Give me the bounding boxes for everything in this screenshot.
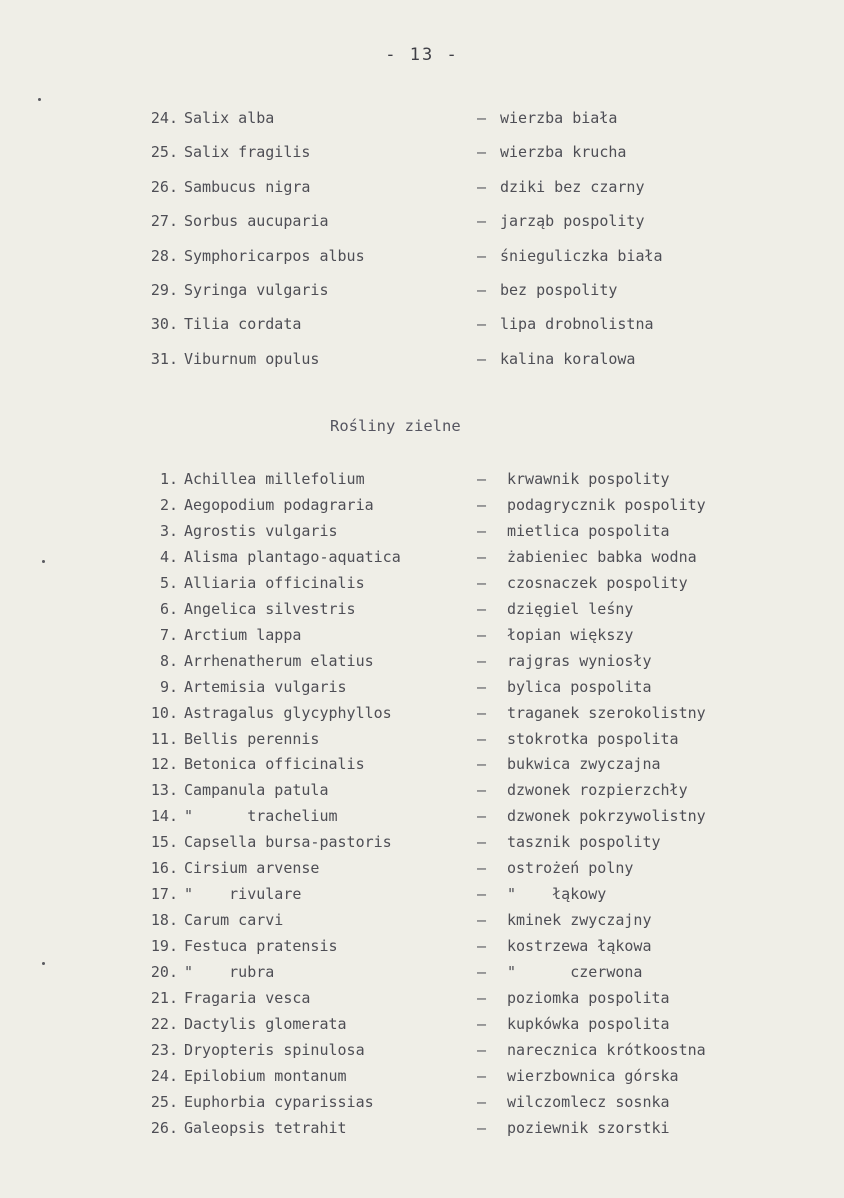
list-item bbox=[0, 652, 844, 676]
latin-name: Tilia cordata bbox=[184, 315, 302, 334]
list-item bbox=[0, 885, 844, 909]
separator-dash: – bbox=[477, 989, 487, 1007]
list-item bbox=[0, 247, 844, 271]
list-item bbox=[0, 911, 844, 935]
item-number: 20. bbox=[150, 963, 178, 982]
polish-name: wierzba biała bbox=[500, 109, 618, 127]
separator-dash: – bbox=[477, 599, 487, 618]
item-number: 12. bbox=[150, 755, 178, 774]
item-number: 17. bbox=[150, 885, 178, 904]
list-item bbox=[0, 1067, 844, 1091]
polish-name: kalina koralowa bbox=[500, 349, 636, 368]
item-number: 2. bbox=[159, 495, 178, 514]
list-item bbox=[0, 781, 844, 805]
list-item bbox=[0, 143, 844, 167]
latin-name: Epilobium montanum bbox=[184, 1066, 347, 1085]
item-number: 31. bbox=[150, 349, 178, 368]
item-number: 30. bbox=[150, 315, 178, 334]
item-number: 5. bbox=[159, 573, 178, 592]
list-item bbox=[0, 963, 844, 987]
item-number: 15. bbox=[150, 833, 178, 852]
polish-name: ostrożeń polny bbox=[507, 859, 634, 878]
list-item bbox=[0, 807, 844, 831]
latin-name: Betonica officinalis bbox=[184, 755, 365, 774]
latin-name: Syringa vulgaris bbox=[184, 281, 329, 299]
list-item bbox=[0, 1093, 844, 1117]
latin-name: Achillea millefolium bbox=[184, 470, 365, 488]
item-number: 24. bbox=[150, 109, 178, 127]
separator-dash: – bbox=[477, 833, 487, 852]
item-number: 6. bbox=[159, 599, 178, 618]
latin-name: Festuca pratensis bbox=[184, 937, 338, 956]
list-item bbox=[0, 600, 844, 624]
list-item bbox=[0, 755, 844, 779]
separator-dash: – bbox=[477, 177, 487, 196]
polish-name: dziki bez czarny bbox=[500, 177, 645, 196]
separator-dash: – bbox=[477, 911, 487, 930]
item-number: 18. bbox=[150, 911, 178, 930]
list-item bbox=[0, 496, 844, 520]
latin-name: Angelica silvestris bbox=[184, 599, 356, 618]
item-number: 29. bbox=[150, 281, 178, 299]
separator-dash: – bbox=[477, 495, 487, 514]
page-number: - 13 - bbox=[385, 45, 459, 65]
item-number: 27. bbox=[150, 212, 178, 231]
polish-name: śnieguliczka biała bbox=[500, 246, 663, 265]
item-number: 23. bbox=[150, 1040, 178, 1059]
polish-name: kupkówka pospolita bbox=[507, 1014, 670, 1033]
list-item bbox=[0, 704, 844, 728]
item-number: 28. bbox=[150, 246, 178, 265]
separator-dash: – bbox=[477, 651, 487, 670]
item-number: 22. bbox=[150, 1014, 178, 1033]
polish-name: dzwonek pokrzywolistny bbox=[507, 807, 706, 826]
separator-dash: – bbox=[477, 729, 487, 748]
list-item bbox=[0, 548, 844, 572]
item-number: 25. bbox=[150, 143, 178, 162]
separator-dash: – bbox=[477, 755, 487, 774]
polish-name: poziewnik szorstki bbox=[507, 1118, 670, 1137]
latin-name: Dryopteris spinulosa bbox=[184, 1040, 365, 1059]
polish-name: krwawnik pospolity bbox=[507, 470, 670, 488]
latin-name: Symphoricarpos albus bbox=[184, 246, 365, 265]
latin-name: Salix alba bbox=[184, 109, 275, 127]
section-heading: Rośliny zielne bbox=[330, 417, 461, 435]
item-number: 26. bbox=[150, 177, 178, 196]
polish-name: bukwica zwyczajna bbox=[507, 755, 661, 774]
latin-name: Salix fragilis bbox=[184, 143, 311, 162]
item-number: 11. bbox=[150, 729, 178, 748]
separator-dash: – bbox=[477, 677, 487, 696]
polish-name: rajgras wyniosły bbox=[507, 651, 652, 670]
list-item bbox=[0, 730, 844, 754]
latin-name: Alliaria officinalis bbox=[184, 573, 365, 592]
list-item bbox=[0, 1015, 844, 1039]
polish-name: kminek zwyczajny bbox=[507, 911, 652, 930]
item-number: 10. bbox=[150, 703, 178, 722]
separator-dash: – bbox=[477, 781, 487, 800]
item-number: 8. bbox=[159, 651, 178, 670]
list-item bbox=[0, 470, 844, 494]
polish-name: łopian większy bbox=[507, 625, 634, 644]
latin-name: Dactylis glomerata bbox=[184, 1014, 347, 1033]
list-item bbox=[0, 281, 844, 305]
separator-dash: – bbox=[477, 349, 487, 368]
item-number: 13. bbox=[150, 781, 178, 800]
separator-dash: – bbox=[477, 963, 487, 982]
separator-dash: – bbox=[477, 807, 487, 826]
margin-mark bbox=[38, 98, 41, 101]
list-item bbox=[0, 212, 844, 236]
list-item bbox=[0, 109, 844, 133]
separator-dash: – bbox=[477, 573, 487, 592]
polish-name: wierzba krucha bbox=[500, 143, 627, 162]
item-number: 4. bbox=[159, 547, 178, 566]
polish-name: bez pospolity bbox=[500, 281, 618, 299]
list-item bbox=[0, 350, 844, 374]
latin-name: Arrhenatherum elatius bbox=[184, 651, 374, 670]
polish-name: traganek szerokolistny bbox=[507, 703, 706, 722]
list-item bbox=[0, 859, 844, 883]
list-item bbox=[0, 989, 844, 1013]
polish-name: wilczomlecz sosnka bbox=[507, 1092, 670, 1111]
separator-dash: – bbox=[477, 1092, 487, 1111]
latin-name: Capsella bursa-pastoris bbox=[184, 833, 392, 852]
list-item bbox=[0, 626, 844, 650]
list-item bbox=[0, 678, 844, 702]
polish-name: mietlica pospolita bbox=[507, 521, 670, 540]
list-item bbox=[0, 833, 844, 857]
separator-dash: – bbox=[477, 281, 487, 299]
separator-dash: – bbox=[477, 885, 487, 904]
latin-name: Carum carvi bbox=[184, 911, 284, 930]
item-number: 24. bbox=[150, 1066, 178, 1085]
polish-name: poziomka pospolita bbox=[507, 989, 670, 1007]
latin-name: Campanula patula bbox=[184, 781, 329, 800]
item-number: 1. bbox=[159, 470, 178, 488]
polish-name: kostrzewa łąkowa bbox=[507, 937, 652, 956]
latin-name: Aegopodium podagraria bbox=[184, 495, 374, 514]
polish-name: bylica pospolita bbox=[507, 677, 652, 696]
latin-name: Artemisia vulgaris bbox=[184, 677, 347, 696]
separator-dash: – bbox=[477, 470, 487, 488]
item-number: 9. bbox=[159, 677, 178, 696]
latin-name: " rubra bbox=[184, 963, 275, 982]
item-number: 16. bbox=[150, 859, 178, 878]
separator-dash: – bbox=[477, 109, 487, 127]
item-number: 21. bbox=[150, 989, 178, 1007]
polish-name: tasznik pospolity bbox=[507, 833, 661, 852]
separator-dash: – bbox=[477, 1118, 487, 1137]
list-item bbox=[0, 178, 844, 202]
polish-name: " czerwona bbox=[507, 963, 643, 982]
polish-name: żabieniec babka wodna bbox=[507, 547, 697, 566]
separator-dash: – bbox=[477, 937, 487, 956]
latin-name: Fragaria vesca bbox=[184, 989, 311, 1007]
latin-name: Sorbus aucuparia bbox=[184, 212, 329, 231]
separator-dash: – bbox=[477, 1014, 487, 1033]
separator-dash: – bbox=[477, 1040, 487, 1059]
separator-dash: – bbox=[477, 703, 487, 722]
latin-name: Galeopsis tetrahit bbox=[184, 1118, 347, 1137]
latin-name: " trachelium bbox=[184, 807, 338, 826]
polish-name: stokrotka pospolita bbox=[507, 729, 679, 748]
polish-name: dzwonek rozpierzchły bbox=[507, 781, 688, 800]
latin-name: Agrostis vulgaris bbox=[184, 521, 338, 540]
polish-name: podagrycznik pospolity bbox=[507, 495, 706, 514]
item-number: 14. bbox=[150, 807, 178, 826]
separator-dash: – bbox=[477, 212, 487, 231]
separator-dash: – bbox=[477, 143, 487, 162]
list-item bbox=[0, 1119, 844, 1143]
polish-name: lipa drobnolistna bbox=[500, 315, 654, 334]
item-number: 3. bbox=[159, 521, 178, 540]
latin-name: " rivulare bbox=[184, 885, 302, 904]
latin-name: Astragalus glycyphyllos bbox=[184, 703, 392, 722]
separator-dash: – bbox=[477, 521, 487, 540]
latin-name: Viburnum opulus bbox=[184, 349, 320, 368]
list-item bbox=[0, 574, 844, 598]
list-item bbox=[0, 937, 844, 961]
list-item bbox=[0, 522, 844, 546]
separator-dash: – bbox=[477, 246, 487, 265]
separator-dash: – bbox=[477, 859, 487, 878]
separator-dash: – bbox=[477, 547, 487, 566]
polish-name: dzięgiel leśny bbox=[507, 599, 634, 618]
latin-name: Sambucus nigra bbox=[184, 177, 311, 196]
polish-name: " łąkowy bbox=[507, 885, 607, 904]
list-item bbox=[0, 315, 844, 339]
latin-name: Alisma plantago-aquatica bbox=[184, 547, 401, 566]
item-number: 25. bbox=[150, 1092, 178, 1111]
polish-name: jarząb pospolity bbox=[500, 212, 645, 231]
separator-dash: – bbox=[477, 625, 487, 644]
latin-name: Cirsium arvense bbox=[184, 859, 320, 878]
polish-name: narecznica krótkoostna bbox=[507, 1040, 706, 1059]
item-number: 7. bbox=[159, 625, 178, 644]
polish-name: wierzbownica górska bbox=[507, 1066, 679, 1085]
list-item bbox=[0, 1041, 844, 1065]
latin-name: Arctium lappa bbox=[184, 625, 302, 644]
latin-name: Bellis perennis bbox=[184, 729, 320, 748]
item-number: 26. bbox=[150, 1118, 178, 1137]
separator-dash: – bbox=[477, 1066, 487, 1085]
polish-name: czosnaczek pospolity bbox=[507, 573, 688, 592]
latin-name: Euphorbia cyparissias bbox=[184, 1092, 374, 1111]
separator-dash: – bbox=[477, 315, 487, 334]
item-number: 19. bbox=[150, 937, 178, 956]
